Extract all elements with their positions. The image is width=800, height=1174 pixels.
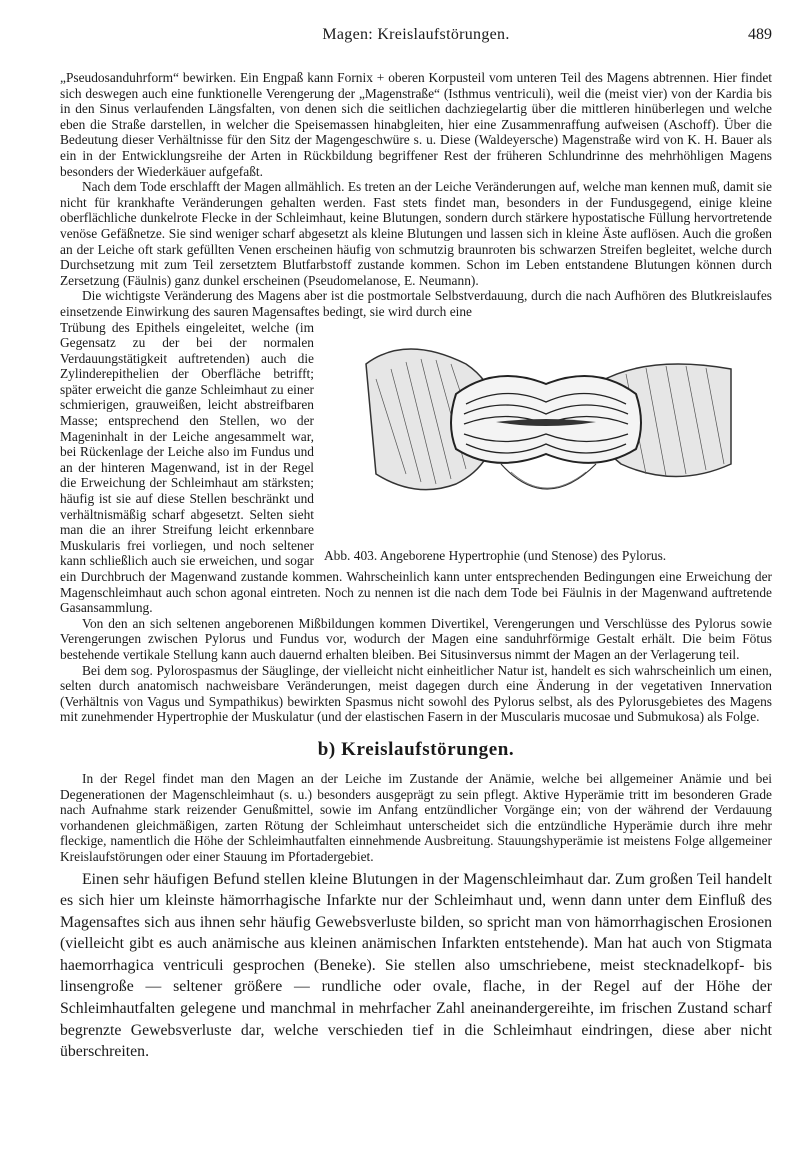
- paragraph-selbstverdauung-details: Trübung des Epithels eingeleitet, welche (im Gegensatz zu der bei der normalen Verdauungstätigkeit auftretenden) auch die Zylinderepithelien der Oberfläche betrifft; später erweicht die ganze Schleimhaut zu einer schmierigen, grauweißen, leicht abstreifbaren Masse; entsprechend den Stellen, wo der Mageninhalt in der Leiche angesammelt war, bei Rückenlage der Leiche also im Fundus und an der hinteren Magenwand, ist in der Regel die Erweichung der Schleimhaut am stärksten; häufig ist sie auf diese Stellen beschränkt und verhältnismäßig scharf abgesetzt. Selten sieht man die an ihrer Streifung leicht erkennbare Muskularis frei vorliegen, und noch seltener kann schließlich auch sie erweichen, und sogar ein Durchbruch der Magenwand zustande kommen. Wahrscheinlich kann unter entsprechenden Bedingungen eine Erweichung der Magenschleimhaut auch schon agonal eintreten. Noch zu nennen ist die nach dem Tode bei Fäulnis in der Magenwand auftretende Gasansammlung.: [60, 319, 772, 616]
- pylorus-hypertrophy-illustration: [346, 324, 746, 546]
- page-number: 489: [748, 26, 772, 43]
- body-text-kreislauf: [60, 771, 772, 865]
- paragraph-pylorospasmus: Bei dem sog. Pylorospasmus der Säuglinge, der vielleicht nicht einheitlicher Natur ist, handelt es sich wahrscheinlich um einen, selten durch anatomisch nachweisbare Veränderungen, meist dagegen durch eine Änderung in der vegetativen Innervation (Verhältnis von Vagus und Sympathikus) bewirkten Spasmus nicht sowohl des Pylorus selbst, als des Pylorusgebietes des Magens mit zunehmender Hypertrophie der Muskulatur (und der elastischen Fasern in der Muscularis mucosae und Submukosa) als Folge.: [60, 662, 772, 725]
- paragraph-missbildungen: Von den an sich seltenen angeborenen Mißbildungen kommen Divertikel, Verengerungen und Verschlüsse des Pylorus sowie Verengerungen zwischen Pylorus und Fundus vor, wodurch der Magen eine sanduhrförmige Gestalt erhält. Die beim Fötus bestehende vertikale Stellung kann auch dauernd erhalten bleiben. Bei Situsinversus nimmt der Magen an der Verlagerung teil.: [60, 615, 772, 662]
- figure-caption: Abb. 403. Angeborene Hypertrophie (und Stenose) des Pylorus.: [324, 547, 667, 563]
- body-text-large: [60, 869, 772, 1063]
- paragraph-anaemie-hyperaemie: In der Regel findet man den Magen an der Leiche im Zustande der Anämie, welche bei allgemeiner Anämie und bei Degenerationen der Magenschleimhaut (s. u.) besonders ausgeprägt zu sein pflegt. Aktive Hyperämie tritt im besonderen Grade nach Aufnahme stark reizender Genußmittel, sowie im Anfang entzündlicher Vorgänge ein; von der während der Verdauung vorhandenen gleichmäßigen, zarten Rötung der Schleimhaut unterscheidet sich die entzündliche Hyperämie durch ihre mehr fleckige, namentlich die Höhe der Schleimhautfalten einnehmende Ausbreitung. Stauungshyperämie ist meistens Folge allgemeiner Kreislaufstörungen oder einer Stauung im Pfortadergebiet.: [60, 770, 772, 864]
- paragraph-postmortal-changes: Nach dem Tode erschlafft der Magen allmählich. Es treten an der Leiche Veränderungen auf, welche man kennen muß, damit sie nicht für krankhafte Veränderungen gehalten werden. Fast stets findet man, besonders in der Fundusgegend, einige kleine oberflächliche dunkelrote Flecke in der Schleimhaut, keine Blutungen, sondern durch stärkere hypostatische Füllung hervortretende venöse Gefäßnetze. Sie sind weniger scharf abgesetzt als kleine Blutungen und lassen sich in kleine Äste auflösen. Auch die großen an der Leiche oft stark gefüllten Venen erscheinen häufig von schmutzig braunroten bis schwarzen Streifen begleitet, welche durch Durchsetzung mit zum Teil zersetztem Blutfarbstoff zustande kommen. Schon im Leben entstandene Blutungen können durch Zersetzung (Fäulnis) ganz dunkel erscheinen (Pseudomelanose, E. Neumann).: [60, 179, 772, 288]
- figure-403: [324, 324, 772, 564]
- paragraph-selbstverdauung-intro: Die wichtigste Veränderung des Magens aber ist die postmortale Selbstverdauung, durch die nach Aufhören des Blutkreislaufes einsetzende Einwirkung des sauren Magensaftes bedingt, sie wird durch eine: [60, 288, 772, 319]
- body-text-small: [60, 70, 772, 725]
- book-page: [60, 0, 772, 1063]
- page-header: [60, 26, 772, 70]
- running-title: Magen: Kreislaufstörungen.: [322, 26, 510, 43]
- paragraph-blutungen-erosionen: Einen sehr häufigen Befund stellen kleine Blutungen in der Magenschleimhaut dar. Zum großen Teil handelt es sich hier um kleinste hämorrhagische Infarkte nur der Schleimhaut und, wenn dann unter dem Einfluß des Magensaftes sich aus ihnen sehr häufig Gewebsverluste bilden, so spricht man von hämorrhagischen Erosionen (vielleicht gibt es auch anämische aus kleinen anämischen Infarkten entstehende). Man hat auch von Stigmata haemorrhagica ventriculi gesprochen (Beneke). Sie stellen also umschriebene, meist stecknadelkopf- bis linsengroße — seltener größere — rundliche oder ovale, flache, in der Regel auf der Höhe der Schleimhautfalten gelegene und manchmal in mehrfacher Zahl aneinandergereihte, im frischen Zustand scharf begrenzte Gewebsverluste dar, welche verschieden tief in die Schleimhaut eindringen, diese aber nicht überschreiten.: [60, 870, 772, 1061]
- paragraph-magenstrasse: „Pseudosanduhrform“ bewirken. Ein Engpaß kann Fornix + oberen Korpusteil vom unteren Teil des Magens abtrennen. Hier findet sich deswegen auch eine funktionelle Verengerung der „Magenstraße“ (Isthmus ventriculi), weil die (meist vier) von der Kardia bis in den Sinus verlaufenden Längsfalten, von denen sich die seitlichen dachziegelartig über die mittleren hinüberlegen und welche eben die Straße darstellen, in welcher die Speisemassen hinabgleiten, hier eine Zusammenraffung aufweisen (Aschoff). Über die Bedeutung dieser Verhältnisse für den Sitz der Magengeschwüre s. u. Diese (Waldeyersche) Magenstraße wird von K. H. Bauer als ein in der Entwicklungsreihe der Arten in Rückbildung begriffener Rest der früheren Schlundrinne des mehrhöhligen Magens besonders der Wiederkäuer aufgefaßt.: [60, 70, 772, 179]
- section-heading: b) Kreislaufstörungen.: [317, 738, 515, 760]
